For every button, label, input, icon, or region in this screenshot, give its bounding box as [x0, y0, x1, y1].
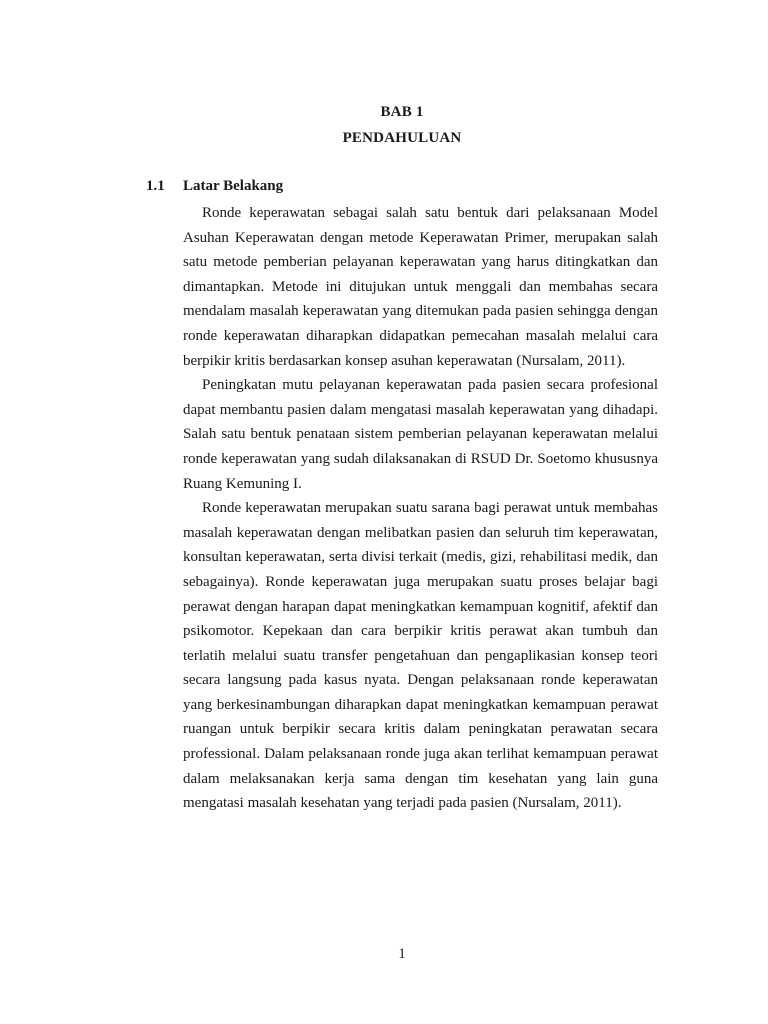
chapter-title: PENDAHULUAN	[342, 130, 462, 146]
section-heading	[146, 178, 283, 195]
paragraph-3: Ronde keperawatan merupakan suatu sarana bagi perawat untuk membahas masalah keperawatan dengan melibatkan pasien dan seluruh tim keperawatan, konsultan keperawatan, serta divisi terkait (medis, gizi, rehabilitasi medik, dan sebagainya). Ronde keperawatan juga merupakan suatu proses belajar bagi perawat dengan harapan dapat meningkatkan kemampuan kognitif, afektif dan psikomotor. Kepekaan dan cara berpikir kritis perawat akan tumbuh dan terlatih melalui suatu transfer pengetahuan dan pengaplikasian konsep teori secara langsung pada kasus nyata. Dengan pelaksanaan ronde keperawatan yang berkesinambungan diharapkan dapat meningkatkan kemampuan perawat ruangan untuk berpikir secara kritis dalam peningkatan perawatan secara professional. Dalam pelaksanaan ronde juga akan terlihat kemampuan perawat dalam melaksanakan kerja sama dengan tim kesehatan yang lain guna mengatasi masalah kesehatan yang terjadi pada pasien (Nursalam, 2011).	[183, 500, 658, 812]
page-number: 1	[398, 946, 406, 962]
section-number: 1.1	[146, 178, 165, 194]
chapter-label: BAB 1	[380, 104, 424, 120]
paragraph-1: Ronde keperawatan sebagai salah satu bentuk dari pelaksanaan Model Asuhan Keperawatan dengan metode Keperawatan Primer, merupakan salah satu metode pemberian pelayanan keperawatan yang harus ditingkatkan dan dimantapkan. Metode ini ditujukan untuk menggali dan membahas secara mendalam masalah keperawatan yang ditemukan pada pasien sehingga dengan ronde keperawatan diharapkan didapatkan pemecahan masalah melalui cara berpikir kritis berdasarkan konsep asuhan keperawatan (Nursalam, 2011).	[183, 205, 658, 369]
body-text	[183, 201, 658, 816]
section-title: Latar Belakang	[183, 178, 284, 194]
paragraph-2: Peningkatan mutu pelayanan keperawatan pada pasien secara profesional dapat membantu pasien dalam mengatasi masalah keperawatan yang dihadapi. Salah satu bentuk penataan sistem pemberian pelayanan keperawatan melalui ronde keperawatan yang sudah dilaksanakan di RSUD Dr. Soetomo khususnya Ruang Kemuning I.	[183, 377, 658, 492]
